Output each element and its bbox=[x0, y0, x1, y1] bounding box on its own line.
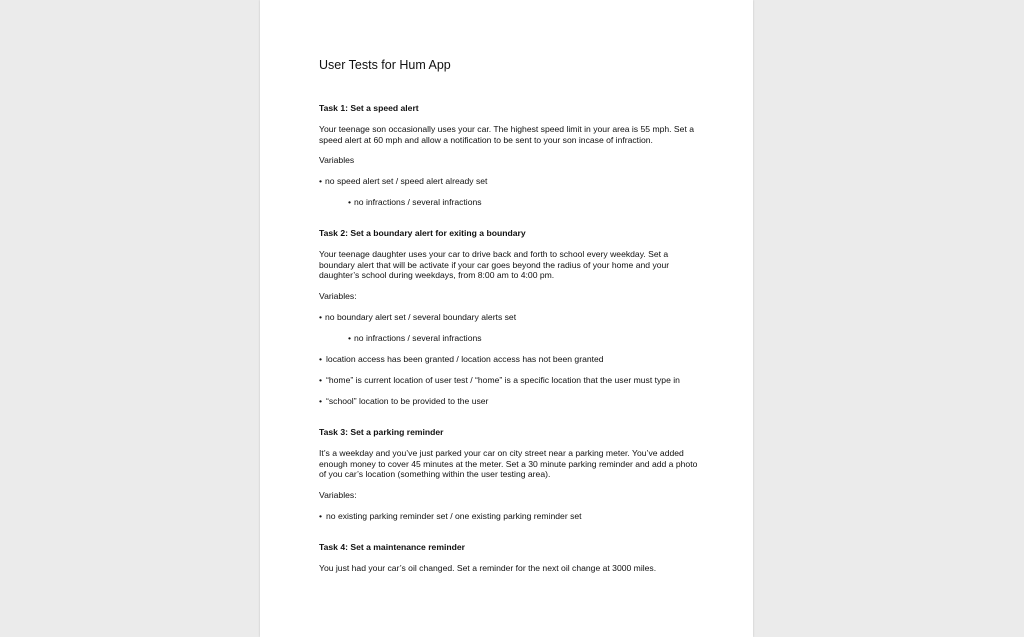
task-2-heading: Task 2: Set a boundary alert for exiting a boundary bbox=[319, 228, 526, 238]
bullet-marker: • bbox=[348, 333, 352, 343]
bullet-marker: • bbox=[319, 312, 323, 322]
task-2-description: Your teenage daughter uses your car to drive back and forth to school every weekday. Set a boundary alert that will be activate if your car goes beyond the radius of your home and your daughter’s school during weekdays, from 8:00 am to 4:00 pm. bbox=[319, 249, 670, 281]
bullet-marker: • bbox=[319, 354, 323, 364]
task-1-description: Your teenage son occasionally uses your car. The highest speed limit in your area is 55 mph. Set a speed alert at 60 mph and allow a notification to be sent to your son incase of infraction. bbox=[319, 124, 695, 145]
task-1-variable-2: • no infractions / several infractions bbox=[348, 197, 482, 207]
document-page bbox=[260, 0, 753, 637]
task-4-description: You just had your car’s oil changed. Set a reminder for the next oil change at 3000 miles. bbox=[319, 563, 657, 573]
bullet-marker: • bbox=[319, 176, 323, 186]
task-1-heading: Task 1: Set a speed alert bbox=[319, 103, 419, 113]
task-2-variables-label: Variables: bbox=[319, 291, 357, 301]
task-2-variable-1: • no boundary alert set / several boundary alerts set bbox=[319, 312, 517, 322]
document-title: User Tests for Hum App bbox=[319, 58, 451, 72]
bullet-marker: • bbox=[319, 396, 323, 406]
bullet-marker: • bbox=[319, 511, 323, 521]
task-3-variables-label: Variables: bbox=[319, 490, 357, 500]
task-2-variable-4: • “home” is current location of user test / “home” is a specific location that the user must type in bbox=[319, 375, 680, 385]
task-2-variable-5: • “school” location to be provided to the user bbox=[319, 396, 489, 406]
task-2-variable-2: • no infractions / several infractions bbox=[348, 333, 482, 343]
task-3-heading: Task 3: Set a parking reminder bbox=[319, 427, 444, 437]
task-1-variable-1: • no speed alert set / speed alert already set bbox=[319, 176, 488, 186]
bullet-marker: • bbox=[348, 197, 352, 207]
bullet-marker: • bbox=[319, 375, 323, 385]
task-4-heading: Task 4: Set a maintenance reminder bbox=[319, 542, 465, 552]
task-1-variables-label: Variables bbox=[319, 155, 355, 165]
task-2-variable-3: • location access has been granted / location access has not been granted bbox=[319, 354, 604, 364]
task-3-variable-1: • no existing parking reminder set / one existing parking reminder set bbox=[319, 511, 582, 521]
task-3-description: It’s a weekday and you’ve just parked your car on city street near a parking meter. You’ve added enough money to cover 45 minutes at the meter. Set a 30 minute parking reminder and add a photo of you car’s location (something within the user testing area). bbox=[319, 448, 698, 480]
